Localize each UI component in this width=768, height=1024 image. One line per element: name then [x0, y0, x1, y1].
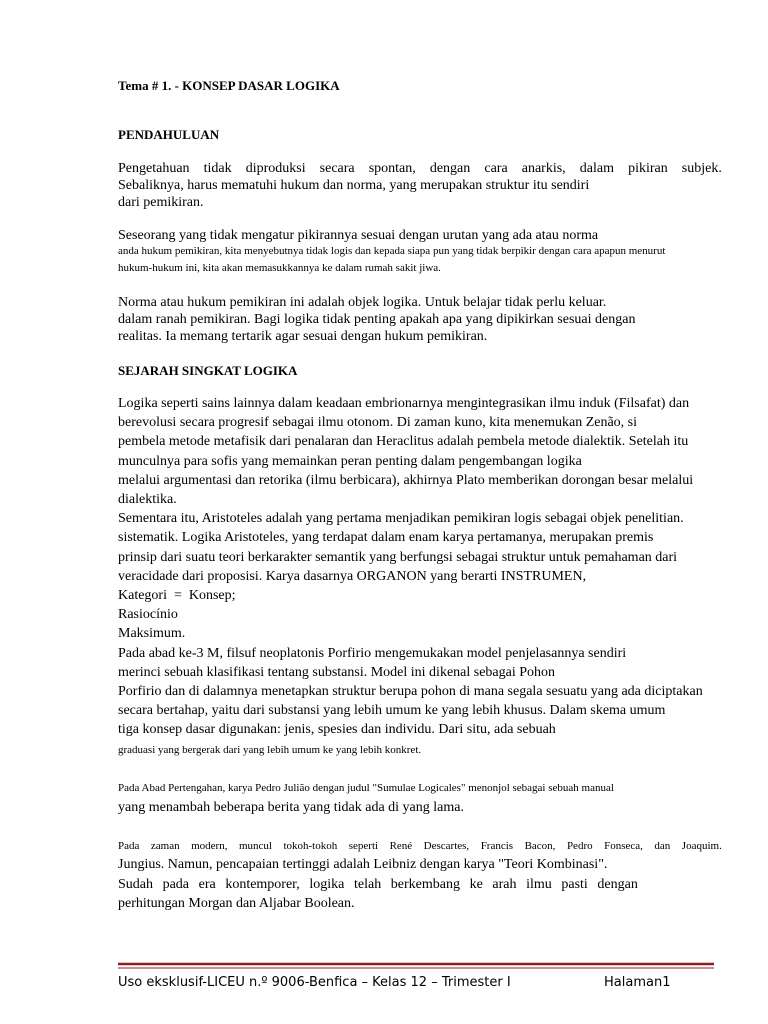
- paragraph-line: dari pemikiran.: [118, 195, 204, 210]
- word: modern,: [191, 840, 228, 852]
- footer-text: Uso eksklusif-LICEU n.º 9006-Benfica – Kelas 12 – Trimester I: [118, 975, 511, 990]
- document-title: Tema # 1. - KONSEP DASAR LOGIKA: [118, 78, 340, 93]
- word: era: [198, 877, 216, 892]
- word: Fonseca,: [604, 840, 643, 852]
- word: Pada: [118, 840, 140, 852]
- word: diproduksi: [245, 161, 306, 176]
- paragraph-line: graduasi yang bergerak dari yang lebih umum ke yang lebih konkret.: [118, 744, 422, 756]
- word: tokoh-tokoh: [283, 840, 338, 852]
- paragraph-line: Sementara itu, Aristoteles adalah yang pertama menjadikan pemikiran logis sebagai objek penelitian.: [118, 511, 684, 526]
- word: kontemporer,: [225, 877, 300, 892]
- word: muncul: [238, 840, 272, 852]
- word: logika: [309, 877, 345, 892]
- word: telah: [353, 877, 382, 892]
- paragraph-line: veracidade dari proposisi. Karya dasarnya ORGANON yang berarti INSTRUMEN,: [118, 569, 587, 584]
- paragraph-line: munculnya para sofis yang memainkan peran penting dalam pengembangan logika: [118, 454, 582, 469]
- paragraph-line: realitas. Ia memang tertarik agar sesuai dengan hukum pemikiran.: [118, 329, 488, 344]
- word: Pengetahuan: [118, 161, 190, 176]
- paragraph-line: prinsip dari suatu teori berkarakter semantik yang berfungsi sebagai struktur untuk pemahaman dari: [118, 550, 678, 565]
- word: dan: [654, 840, 671, 852]
- paragraph-line: Pada Abad Pertengahan, karya Pedro Julião dengan judul "Sumulae Logicales" menonjol sebagai sebuah manual: [118, 782, 614, 794]
- word: berkembang: [390, 877, 460, 892]
- word: Pedro: [566, 840, 593, 852]
- paragraph-line: Logika seperti sains lainnya dalam keadaan embrionarnya mengintegrasikan ilmu induk (Filsafat) dan: [118, 396, 690, 411]
- word: arah: [492, 877, 517, 892]
- paragraph-line: perhitungan Morgan dan Aljabar Boolean.: [118, 896, 355, 911]
- paragraph-line: Norma atau hukum pemikiran ini adalah objek logika. Untuk belajar tidak perlu keluar.: [118, 295, 607, 310]
- paragraph-line: sistematik. Logika Aristoteles, yang terdapat dalam enam karya pertamanya, merupakan premis: [118, 530, 654, 545]
- paragraph-line: merinci sebuah klasifikasi tentang substansi. Model ini dikenal sebagai Pohon: [118, 665, 556, 680]
- word: pada: [162, 877, 190, 892]
- word: ke: [469, 877, 483, 892]
- word: Joaquim.: [681, 840, 722, 852]
- paragraph-line: tiga konsep dasar digunakan: jenis, spesies dan individu. Dari situ, ada sebuah: [118, 722, 556, 737]
- paragraph-line: Kategori = Konsep;: [118, 588, 236, 603]
- word: subjek.: [681, 161, 722, 176]
- word: zaman: [150, 840, 180, 852]
- word: spontan,: [368, 161, 416, 176]
- word: dalam: [579, 161, 614, 176]
- word: pikiran: [628, 161, 668, 176]
- paragraph-line: dialektika.: [118, 492, 177, 507]
- paragraph-line: Porfirio dan di dalamnya menetapkan struktur berupa pohon di mana segala sesuatu yang ada diciptakan: [118, 684, 703, 699]
- word: Sudah: [118, 877, 153, 892]
- paragraph-line: melalui argumentasi dan retorika (ilmu berbicara), akhirnya Plato memberikan dorongan besar melalui: [118, 473, 694, 488]
- paragraph-line: Maksimum.: [118, 626, 186, 641]
- word: pasti: [561, 877, 588, 892]
- word: tidak: [203, 161, 232, 176]
- word: dengan: [429, 161, 471, 176]
- section-heading-pendahuluan: PENDAHULUAN: [118, 127, 220, 142]
- footer-rule: [118, 962, 714, 970]
- paragraph-line: hukum-hukum ini, kita akan memasukkannya ke dalam rumah sakit jiwa.: [118, 262, 441, 274]
- word: Descartes,: [423, 840, 470, 852]
- paragraph-line: berevolusi secara progresif sebagai ilmu otonom. Di zaman kuno, kita menemukan Zenão, si: [118, 415, 638, 430]
- section-heading-sejarah: SEJARAH SINGKAT LOGIKA: [118, 363, 298, 378]
- word: Bacon,: [524, 840, 556, 852]
- word: secara: [319, 161, 355, 176]
- paragraph-line: dalam ranah pemikiran. Bagi logika tidak penting apakah apa yang dipikirkan sesuai dengan: [118, 312, 636, 327]
- word: Francis: [480, 840, 514, 852]
- paragraph-line: [118, 876, 638, 894]
- paragraph-line: Jungius. Namun, pencapaian tertinggi adalah Leibniz dengan karya "Teori Kombinasi".: [118, 857, 608, 872]
- paragraph-line: pembela metode metafisik dari penalaran dan Heraclitus adalah pembela metode dialektik. Setelah itu: [118, 434, 689, 449]
- paragraph-line: Rasiocínio: [118, 607, 178, 622]
- word: dengan: [597, 877, 638, 892]
- paragraph-line: yang menambah beberapa berita yang tidak ada di yang lama.: [118, 800, 464, 815]
- page-number: Halaman1: [604, 975, 671, 990]
- paragraph-line: Sebaliknya, harus mematuhi hukum dan norma, yang merupakan struktur itu sendiri: [118, 178, 590, 193]
- word: René: [389, 840, 413, 852]
- word: cara: [484, 161, 508, 176]
- word: seperti: [348, 840, 379, 852]
- paragraph-line: Pada abad ke-3 M, filsuf neoplatonis Porfirio mengemukakan model penjelasannya sendiri: [118, 646, 627, 661]
- word: anarkis,: [521, 161, 566, 176]
- paragraph-line: anda hukum pemikiran, kita menyebutnya tidak logis dan kepada siapa pun yang tidak berpikir dengan cara apapun menurut: [118, 245, 666, 257]
- paragraph-line: Seseorang yang tidak mengatur pikirannya sesuai dengan urutan yang ada atau norma: [118, 228, 599, 243]
- word: ilmu: [526, 877, 552, 892]
- paragraph-line: secara bertahap, yaitu dari substansi yang lebih umum ke yang lebih khusus. Dalam skema umum: [118, 703, 666, 718]
- paragraph-line: [118, 839, 722, 853]
- paragraph-line: [118, 160, 722, 178]
